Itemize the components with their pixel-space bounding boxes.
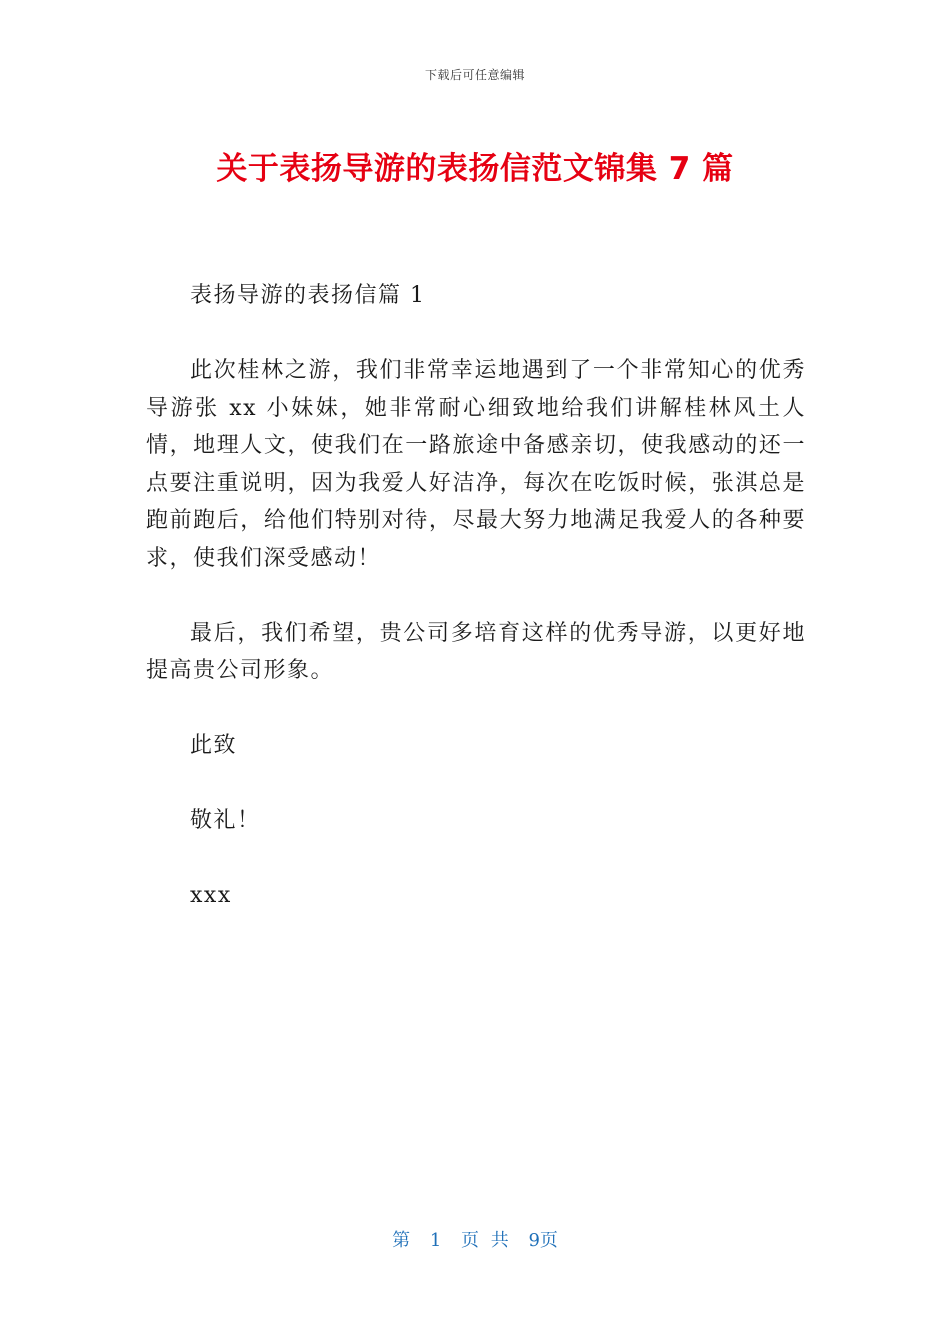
page-label-mid: 页 共 bbox=[461, 1230, 509, 1251]
body-paragraph: 此次桂林之游，我们非常幸运地遇到了一个非常知心的优秀导游张 xx 小妹妹，她非常耐心细致地给我们讲解桂林风土人情，地理人文，使我们在一路旅途中备感亲切，使我感动的还一点要注重说明，因为我爱人好洁净，每次在吃饭时候，张淇总是跑前跑后，给他们特别对待，尽最大努力地满足我爱人的各种要求，使我们深受感动！ bbox=[146, 358, 806, 571]
closing-line: 此致 bbox=[190, 733, 238, 758]
header-note: 下载后可任意编辑 bbox=[424, 68, 525, 82]
signature: xxx bbox=[190, 883, 232, 908]
body-paragraph: 最后，我们希望，贵公司多培育这样的优秀导游，以更好地提高贵公司形象。 bbox=[146, 620, 806, 683]
section-heading: 表扬导游的表扬信篇 1 bbox=[190, 283, 426, 308]
page-total: 9页 bbox=[528, 1230, 558, 1251]
page-label-prefix: 第 bbox=[392, 1230, 411, 1251]
document-title: 关于表扬导游的表扬信范文锦集 7 篇 bbox=[216, 151, 734, 187]
closing-salutation: 敬礼！ bbox=[190, 808, 261, 833]
document-body bbox=[146, 277, 806, 952]
page-footer bbox=[0, 1226, 950, 1252]
page-number: 1 bbox=[429, 1230, 442, 1251]
